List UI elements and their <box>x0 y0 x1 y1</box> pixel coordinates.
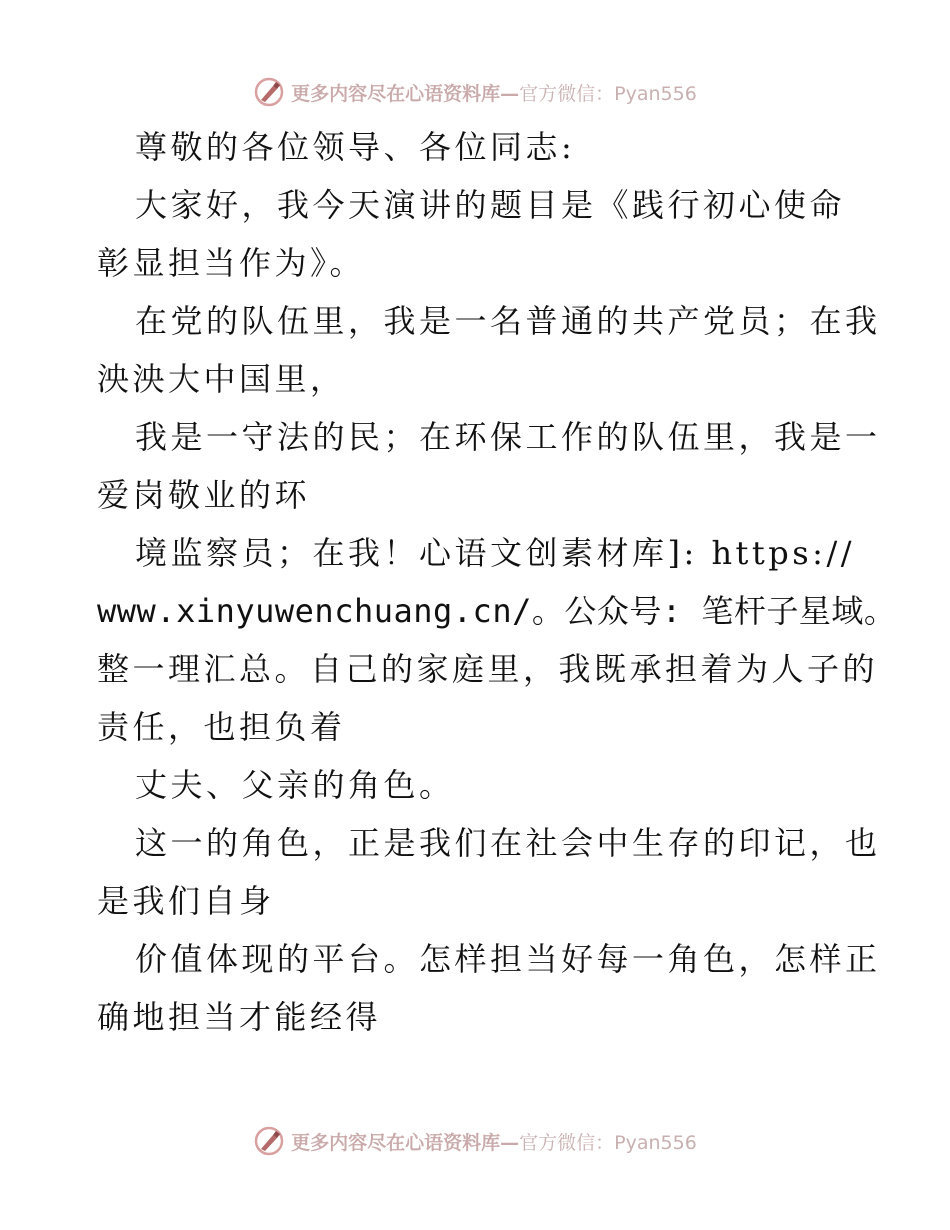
pen-logo-icon <box>253 76 285 108</box>
paragraph-line: 大家好，我今天演讲的题目是《践行初心使命 <box>135 186 846 224</box>
paragraph-line-url: www.xinyuwenchuang.cn/。公众号: 笔杆子星域。 <box>97 592 897 630</box>
paragraph-line: 境监察员；在我！心语文创素材库]: https:// <box>135 534 856 572</box>
paragraph-line: 责任，也担负着 <box>97 708 346 746</box>
paragraph-line: 尊敬的各位领导、各位同志: <box>135 128 576 166</box>
paragraph-line: 丈夫、父亲的角色。 <box>135 766 455 804</box>
footer-watermark-contact: 官方微信：Pyan556 <box>519 1131 697 1154</box>
header-watermark-banner <box>0 72 950 112</box>
footer-watermark-text: 更多内容尽在心语资料库— <box>291 1131 520 1154</box>
paragraph-line: 我是一守法的民；在环保工作的队伍里，我是一 <box>135 418 881 456</box>
paragraph-line: 在党的队伍里，我是一名普通的共产党员；在我 <box>135 302 881 340</box>
paragraph-line: 这一的角色，正是我们在社会中生存的印记，也 <box>135 824 881 862</box>
paragraph-line: 确地担当才能经得 <box>97 998 382 1036</box>
paragraph-line: 泱泱大中国里， <box>97 360 346 398</box>
paragraph-line: 整一理汇总。自己的家庭里，我既承担着为人子的 <box>97 650 879 688</box>
footer-watermark-banner <box>0 1121 950 1161</box>
header-watermark-text: 更多内容尽在心语资料库— <box>291 82 520 105</box>
document-body <box>97 118 897 1046</box>
paragraph-line: 彰显担当作为》。 <box>97 244 366 282</box>
paragraph-line: 是我们自身 <box>97 882 275 920</box>
paragraph-line: 爱岗敬业的环 <box>97 476 311 514</box>
pen-logo-icon <box>253 1125 285 1157</box>
header-watermark-contact: 官方微信：Pyan556 <box>519 82 697 105</box>
paragraph-line: 价值体现的平台。怎样担当好每一角色，怎样正 <box>135 940 881 978</box>
